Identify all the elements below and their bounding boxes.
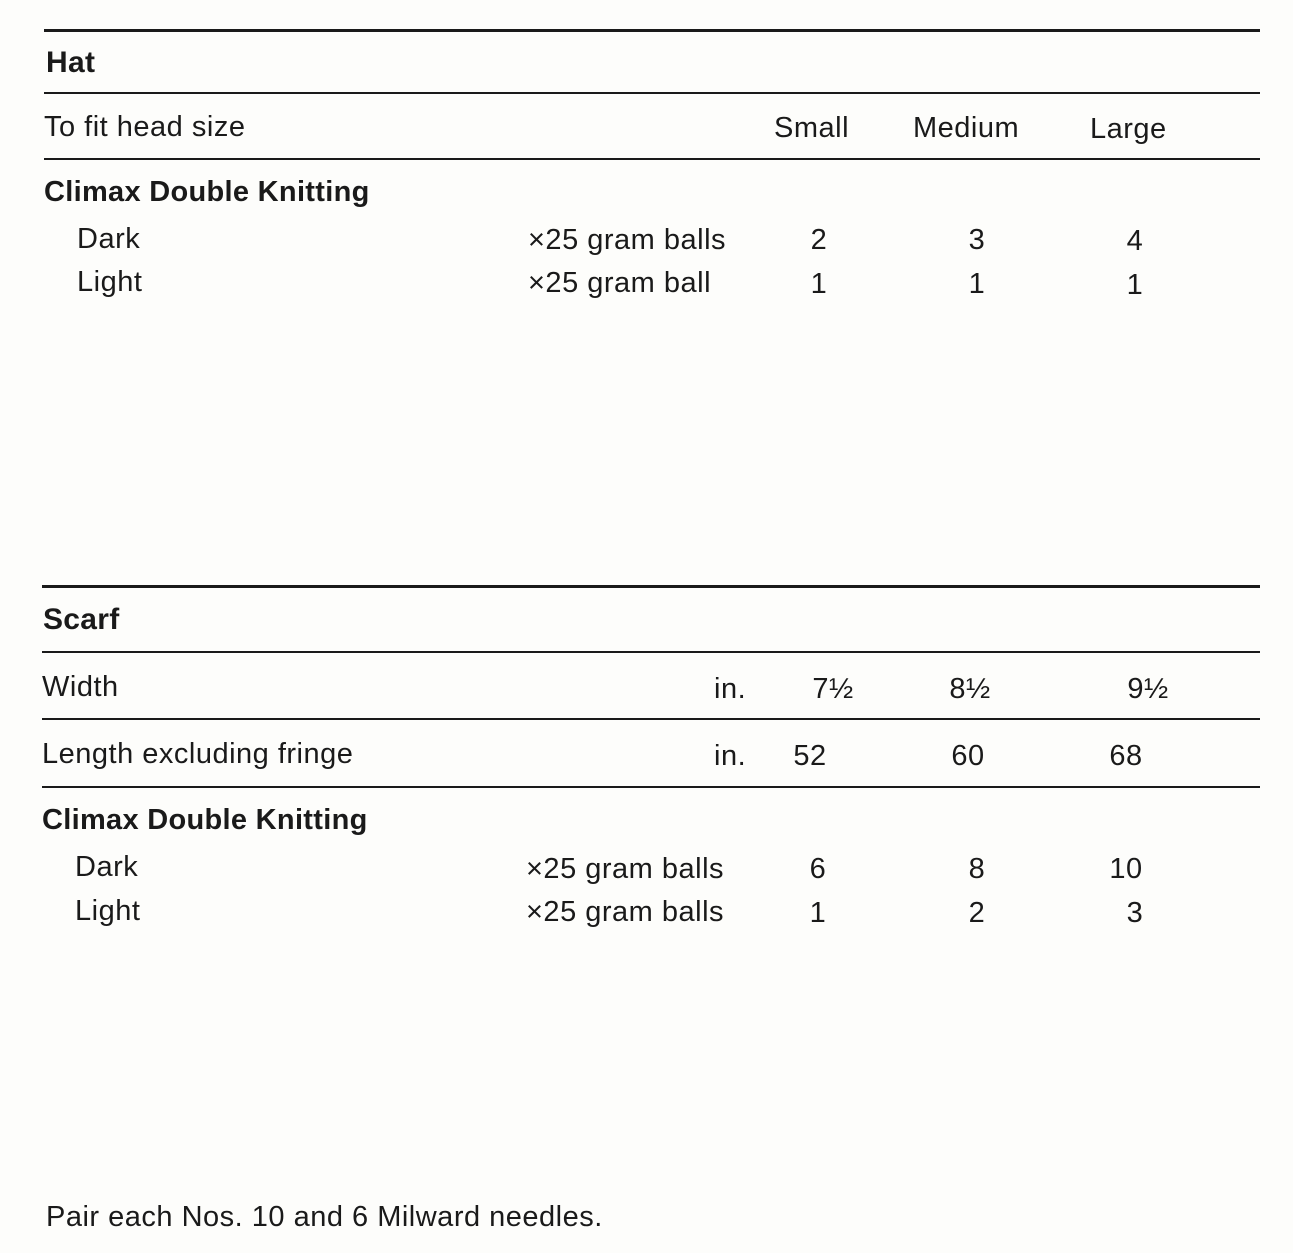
scarf-title: Scarf [43, 603, 120, 636]
hat-row-light-small: 1 [810, 268, 828, 300]
hat-row-dark-small: 2 [810, 224, 828, 256]
scarf-length-label: Length excluding fringe [42, 738, 354, 770]
hat-row-dark-large: 4 [1126, 225, 1144, 257]
scarf-title-rule [42, 651, 1260, 653]
scarf-yarn-heading: Climax Double Knitting [42, 804, 368, 836]
scarf-length-rule [42, 786, 1260, 788]
scarf-row-light-small: 1 [809, 897, 827, 929]
scarf-width-rule [42, 718, 1260, 720]
scarf-width-unit: in. [714, 673, 747, 705]
scarf-width-medium: 8½ [949, 673, 991, 705]
scarf-top-rule [42, 585, 1260, 588]
hat-size-rule [44, 158, 1260, 160]
hat-title: Hat [46, 46, 96, 79]
scarf-width-large: 9½ [1127, 673, 1169, 705]
scarf-length-small: 52 [793, 740, 827, 772]
scarf-length-medium: 60 [951, 740, 985, 772]
hat-size-label: To fit head size [44, 111, 246, 143]
scarf-row-light-large: 3 [1126, 897, 1144, 929]
scarf-width-small: 7½ [812, 673, 854, 705]
scarf-row-dark-unit: ×25 gram balls [526, 853, 725, 885]
hat-size-small: Small [774, 112, 850, 144]
scarf-row-light-medium: 2 [968, 897, 986, 929]
hat-row-dark-color: Dark [77, 223, 141, 255]
hat-title-rule [44, 92, 1260, 94]
hat-top-rule [44, 29, 1260, 32]
hat-row-light-large: 1 [1126, 269, 1144, 301]
hat-row-light-color: Light [77, 266, 143, 298]
hat-row-dark-medium: 3 [968, 224, 986, 256]
scarf-row-dark-color: Dark [75, 851, 139, 883]
hat-yarn-heading: Climax Double Knitting [44, 176, 370, 208]
scarf-row-dark-small: 6 [809, 853, 827, 885]
scarf-row-dark-medium: 8 [968, 853, 986, 885]
needles-note: Pair each Nos. 10 and 6 Milward needles. [46, 1201, 603, 1233]
hat-row-light-medium: 1 [968, 268, 986, 300]
hat-row-light-unit: ×25 gram ball [528, 267, 712, 299]
hat-size-medium: Medium [913, 112, 1020, 144]
scarf-length-unit: in. [714, 740, 747, 772]
hat-row-dark-unit: ×25 gram balls [528, 224, 727, 256]
scarf-row-light-color: Light [75, 895, 141, 927]
hat-size-large: Large [1090, 113, 1167, 145]
scarf-row-dark-large: 10 [1109, 853, 1143, 885]
scarf-row-light-unit: ×25 gram balls [526, 896, 725, 928]
scarf-width-label: Width [42, 671, 119, 703]
scarf-length-large: 68 [1109, 740, 1143, 772]
